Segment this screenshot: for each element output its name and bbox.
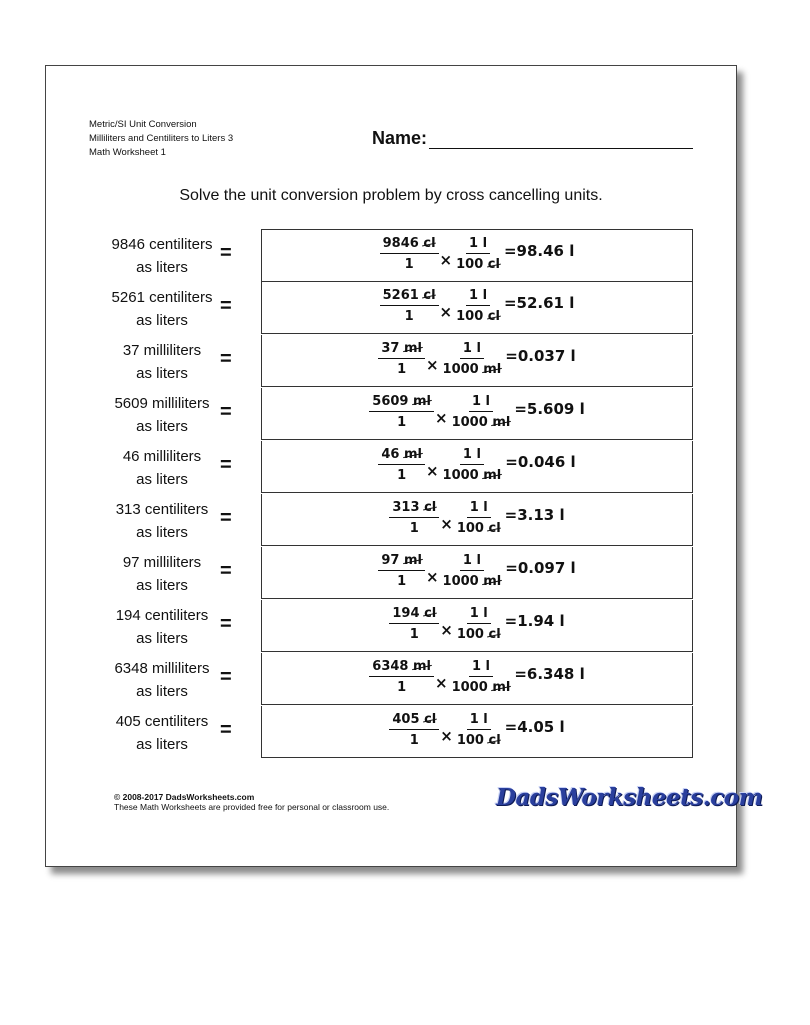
cancelled-unit: ml bbox=[492, 680, 511, 695]
result-value: =98.46 l bbox=[503, 242, 575, 260]
conversion-factor bbox=[454, 500, 504, 536]
question-quantity: 97 milliliters bbox=[122, 554, 202, 571]
factor-denominator bbox=[454, 518, 504, 536]
factor-den-value: 1000 bbox=[442, 574, 479, 589]
times-sign: × bbox=[425, 356, 439, 374]
given-value: 46 bbox=[381, 447, 400, 462]
answer-box bbox=[261, 494, 693, 546]
problem-question bbox=[86, 710, 238, 756]
times-sign: × bbox=[425, 568, 439, 586]
given-denominator: 1 bbox=[404, 309, 414, 324]
question-target: as liters bbox=[136, 736, 188, 753]
answer-box bbox=[261, 229, 693, 282]
cancelled-unit: ml bbox=[413, 659, 432, 674]
meta-line-3: Math Worksheet 1 bbox=[89, 147, 166, 158]
cancelled-unit: cl bbox=[487, 257, 500, 272]
equals-sign: = bbox=[220, 560, 232, 582]
conversion-expression bbox=[262, 288, 692, 324]
problem-row bbox=[46, 547, 736, 600]
given-value: 5609 bbox=[372, 394, 409, 409]
factor-numerator: 1 l bbox=[469, 659, 493, 677]
name-blank-line bbox=[429, 130, 693, 149]
cancelled-unit: cl bbox=[423, 288, 436, 303]
result-value: =0.097 l bbox=[505, 559, 576, 577]
question-target: as liters bbox=[136, 630, 188, 647]
equals-sign: = bbox=[220, 242, 232, 264]
name-field bbox=[372, 128, 693, 149]
factor-denominator bbox=[440, 571, 505, 589]
factor-numerator: 1 l bbox=[460, 553, 484, 571]
given-value: 313 bbox=[392, 500, 420, 515]
question-quantity: 9846 centiliters bbox=[111, 236, 213, 253]
given-numerator bbox=[389, 500, 439, 518]
given-value: 97 bbox=[381, 553, 400, 568]
conversion-factor bbox=[454, 712, 504, 748]
problem-question bbox=[86, 445, 238, 491]
problem-question bbox=[86, 498, 238, 544]
factor-denominator bbox=[453, 306, 503, 324]
given-numerator bbox=[389, 712, 439, 730]
result-value: =4.05 l bbox=[504, 718, 565, 736]
given-numerator bbox=[378, 447, 425, 465]
times-sign: × bbox=[440, 621, 453, 639]
result-value: =5.609 l bbox=[514, 400, 585, 418]
question-quantity: 194 centiliters bbox=[115, 607, 209, 624]
times-sign: × bbox=[439, 303, 453, 321]
given-fraction bbox=[378, 553, 425, 589]
factor-den-value: 1000 bbox=[442, 468, 479, 483]
equals-sign: = bbox=[220, 454, 232, 476]
given-fraction bbox=[389, 500, 439, 536]
conversion-expression bbox=[262, 712, 692, 748]
result-value: =0.046 l bbox=[505, 453, 576, 471]
factor-den-value: 1000 bbox=[442, 362, 479, 377]
cancelled-unit: ml bbox=[483, 468, 502, 483]
question-quantity: 5261 centiliters bbox=[111, 289, 213, 306]
question-target: as liters bbox=[136, 259, 188, 276]
meta-line-2: Milliliters and Centiliters to Liters 3 bbox=[89, 133, 234, 144]
conversion-expression bbox=[262, 236, 692, 272]
given-fraction bbox=[369, 659, 434, 695]
factor-denominator bbox=[453, 254, 503, 272]
question-target: as liters bbox=[136, 683, 188, 700]
problem-row bbox=[46, 388, 736, 441]
question-target: as liters bbox=[136, 471, 188, 488]
question-quantity: 405 centiliters bbox=[115, 713, 209, 730]
problem-row bbox=[46, 441, 736, 494]
equals-sign: = bbox=[220, 401, 232, 423]
factor-numerator: 1 l bbox=[466, 236, 490, 254]
conversion-expression bbox=[262, 500, 692, 536]
factor-denominator bbox=[440, 465, 505, 483]
result-value: =3.13 l bbox=[504, 506, 565, 524]
factor-denominator bbox=[449, 412, 514, 430]
conversion-factor bbox=[449, 394, 514, 430]
dadsworksheets-logo: DadsWorksheets.com bbox=[496, 784, 763, 811]
cancelled-unit: cl bbox=[488, 521, 501, 536]
meta-line-1: Metric/SI Unit Conversion bbox=[89, 119, 197, 130]
factor-numerator: 1 l bbox=[460, 447, 484, 465]
usage-note: These Math Worksheets are provided free for personal or classroom use. bbox=[114, 802, 390, 812]
question-quantity: 46 milliliters bbox=[122, 448, 202, 465]
given-fraction bbox=[380, 288, 439, 324]
given-value: 5261 bbox=[382, 288, 419, 303]
given-fraction bbox=[369, 394, 434, 430]
question-target: as liters bbox=[136, 524, 188, 541]
times-sign: × bbox=[435, 409, 448, 427]
factor-den-value: 100 bbox=[456, 627, 484, 642]
given-denominator: 1 bbox=[397, 574, 407, 589]
problem-question bbox=[86, 339, 238, 385]
result-value: =6.348 l bbox=[514, 665, 585, 683]
times-sign: × bbox=[435, 674, 448, 692]
conversion-factor bbox=[440, 553, 505, 589]
question-target: as liters bbox=[136, 577, 188, 594]
problem-row bbox=[46, 229, 736, 282]
problem-question bbox=[86, 392, 238, 438]
conversion-expression bbox=[262, 341, 692, 377]
conversion-expression bbox=[262, 606, 692, 642]
answer-box bbox=[261, 388, 693, 440]
problem-row bbox=[46, 706, 736, 759]
factor-numerator: 1 l bbox=[467, 712, 491, 730]
problem-row bbox=[46, 600, 736, 653]
given-denominator: 1 bbox=[397, 680, 407, 695]
cancelled-unit: cl bbox=[424, 500, 437, 515]
cancelled-unit: ml bbox=[403, 341, 422, 356]
cancelled-unit: ml bbox=[483, 574, 502, 589]
given-fraction bbox=[389, 712, 439, 748]
given-fraction bbox=[380, 236, 439, 272]
answer-box bbox=[261, 600, 693, 652]
answer-box bbox=[261, 706, 693, 758]
name-label: Name: bbox=[372, 128, 428, 148]
question-target: as liters bbox=[136, 365, 188, 382]
conversion-factor bbox=[453, 236, 503, 272]
answer-box bbox=[261, 441, 693, 493]
given-value: 405 bbox=[392, 712, 420, 727]
equals-sign: = bbox=[220, 295, 232, 317]
given-fraction bbox=[378, 341, 425, 377]
problem-row bbox=[46, 282, 736, 335]
factor-den-value: 100 bbox=[456, 521, 484, 536]
conversion-factor bbox=[440, 447, 505, 483]
factor-denominator bbox=[449, 677, 514, 695]
worksheet-page bbox=[45, 65, 763, 867]
given-value: 6348 bbox=[372, 659, 409, 674]
factor-denominator bbox=[454, 624, 504, 642]
cancelled-unit: ml bbox=[492, 415, 511, 430]
given-numerator bbox=[378, 553, 425, 571]
factor-den-value: 100 bbox=[456, 257, 484, 272]
copyright: © 2008-2017 DadsWorksheets.com bbox=[114, 792, 255, 802]
given-numerator bbox=[369, 394, 434, 412]
problem-question bbox=[86, 551, 238, 597]
worksheet-meta bbox=[89, 118, 233, 160]
equals-sign: = bbox=[220, 613, 232, 635]
times-sign: × bbox=[440, 515, 453, 533]
answer-box bbox=[261, 335, 693, 387]
cancelled-unit: ml bbox=[403, 447, 422, 462]
problem-question bbox=[86, 604, 238, 650]
given-denominator: 1 bbox=[397, 468, 407, 483]
conversion-expression bbox=[262, 553, 692, 589]
cancelled-unit: ml bbox=[413, 394, 432, 409]
given-value: 37 bbox=[381, 341, 400, 356]
question-quantity: 313 centiliters bbox=[115, 501, 209, 518]
factor-numerator: 1 l bbox=[469, 394, 493, 412]
conversion-expression bbox=[262, 447, 692, 483]
given-numerator bbox=[369, 659, 434, 677]
given-denominator: 1 bbox=[409, 733, 419, 748]
given-denominator: 1 bbox=[409, 521, 419, 536]
equals-sign: = bbox=[220, 507, 232, 529]
times-sign: × bbox=[440, 727, 453, 745]
equals-sign: = bbox=[220, 719, 232, 741]
factor-numerator: 1 l bbox=[467, 606, 491, 624]
question-quantity: 37 milliliters bbox=[122, 342, 202, 359]
problem-list bbox=[46, 229, 736, 759]
answer-box bbox=[261, 547, 693, 599]
factor-denominator bbox=[440, 359, 505, 377]
answer-box bbox=[261, 653, 693, 705]
factor-den-value: 1000 bbox=[451, 680, 488, 695]
question-target: as liters bbox=[136, 312, 188, 329]
given-denominator: 1 bbox=[397, 362, 407, 377]
result-value: =52.61 l bbox=[503, 294, 575, 312]
problem-row bbox=[46, 653, 736, 706]
problem-question bbox=[86, 286, 238, 332]
conversion-expression bbox=[262, 659, 692, 695]
result-value: =1.94 l bbox=[504, 612, 565, 630]
problem-row bbox=[46, 494, 736, 547]
equals-sign: = bbox=[220, 348, 232, 370]
problem-question bbox=[86, 657, 238, 703]
footer bbox=[114, 792, 389, 812]
conversion-factor bbox=[453, 288, 503, 324]
conversion-expression bbox=[262, 394, 692, 430]
times-sign: × bbox=[425, 462, 439, 480]
given-value: 9846 bbox=[382, 236, 419, 251]
given-numerator bbox=[380, 236, 439, 254]
times-sign: × bbox=[439, 251, 453, 269]
given-denominator: 1 bbox=[404, 257, 414, 272]
factor-den-value: 100 bbox=[456, 309, 484, 324]
given-denominator: 1 bbox=[409, 627, 419, 642]
given-fraction bbox=[378, 447, 425, 483]
question-quantity: 5609 milliliters bbox=[114, 395, 210, 412]
conversion-factor bbox=[449, 659, 514, 695]
factor-numerator: 1 l bbox=[466, 288, 490, 306]
result-value: =0.037 l bbox=[505, 347, 576, 365]
cancelled-unit: cl bbox=[424, 606, 437, 621]
cancelled-unit: cl bbox=[488, 627, 501, 642]
given-value: 194 bbox=[392, 606, 420, 621]
factor-numerator: 1 l bbox=[467, 500, 491, 518]
cancelled-unit: ml bbox=[483, 362, 502, 377]
cancelled-unit: cl bbox=[487, 309, 500, 324]
instructions: Solve the unit conversion problem by cross cancelling units. bbox=[179, 187, 603, 204]
problem-question bbox=[86, 233, 238, 279]
equals-sign: = bbox=[220, 666, 232, 688]
given-denominator: 1 bbox=[397, 415, 407, 430]
factor-den-value: 1000 bbox=[451, 415, 488, 430]
cancelled-unit: cl bbox=[423, 236, 436, 251]
answer-box bbox=[261, 282, 693, 334]
given-numerator bbox=[380, 288, 439, 306]
problem-row bbox=[46, 335, 736, 388]
question-quantity: 6348 milliliters bbox=[114, 660, 210, 677]
conversion-factor bbox=[440, 341, 505, 377]
cancelled-unit: ml bbox=[403, 553, 422, 568]
given-numerator bbox=[378, 341, 425, 359]
factor-den-value: 100 bbox=[456, 733, 484, 748]
factor-numerator: 1 l bbox=[460, 341, 484, 359]
given-fraction bbox=[389, 606, 439, 642]
given-numerator bbox=[389, 606, 439, 624]
cancelled-unit: cl bbox=[488, 733, 501, 748]
question-target: as liters bbox=[136, 418, 188, 435]
factor-denominator bbox=[454, 730, 504, 748]
conversion-factor bbox=[454, 606, 504, 642]
cancelled-unit: cl bbox=[424, 712, 437, 727]
